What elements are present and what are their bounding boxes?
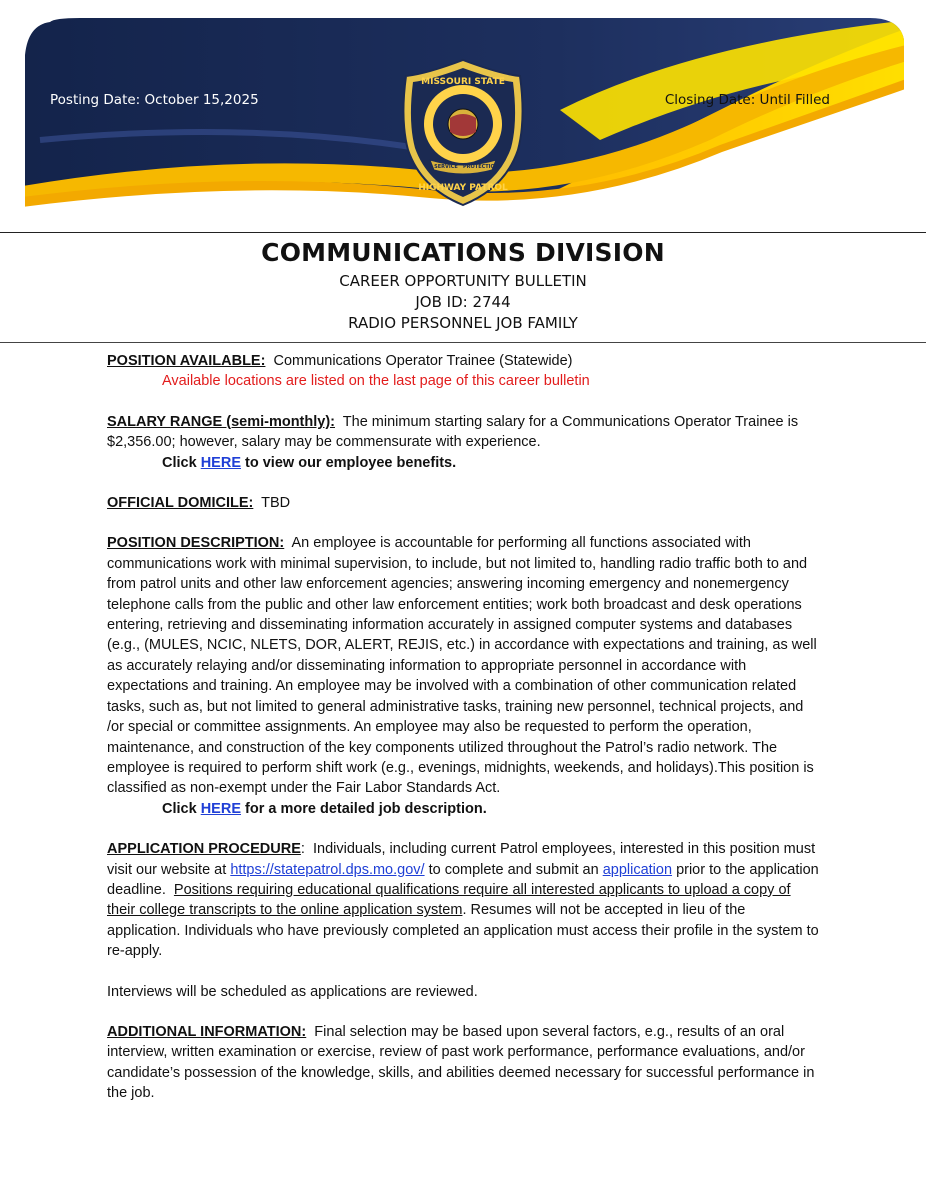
additional-info-label: ADDITIONAL INFORMATION: [107,1023,307,1040]
closing-date: Closing Date: Until Filled [664,92,830,108]
interviews-note: Interviews will be scheduled as applications are reviewed. [107,983,478,1000]
application-text-1: Individuals, including current Patrol employees, interested in this position must visit our website at [107,841,816,878]
seal-ribbon-left: SERVICE [434,164,458,170]
divider-top [0,232,926,233]
additional-info-text: Final selection may be based upon several factors, e.g., results of an oral interview, written examination or exercise, review of past work performance, performance evaluations, and/or candidate’s possession of the knowledge, skills, and abilities deemed necessary for successful performance in the job. [107,1023,815,1102]
position-available-value: Communications Operator Trainee (Statewide) [273,353,573,369]
bulletin-subtitle: CAREER OPPORTUNITY BULLETIN [339,272,587,290]
application-text-2: to complete and submit an [428,861,599,878]
description-label: POSITION DESCRIPTION: [107,535,285,552]
benefits-link[interactable]: HERE [200,454,241,471]
seal-top-text: MISSOURI STATE [421,77,505,87]
seal-bottom-text: HIGHWAY PATROL [418,183,508,193]
bulletin-body [107,351,819,1124]
application-colon: : [300,841,305,858]
application-link[interactable]: application [602,861,673,878]
additional-info-section [107,1022,819,1104]
transcripts-requirement: Positions requiring educational qualifications require all interested applicants to upload a copy of their college transcripts to the online application system [107,881,791,919]
seal-ribbon-right: PROTECTION [463,164,499,170]
application-text-4: . Resumes will not be accepted in lieu of the application. Individuals who have previously completed an application must access their profile in the system to re-apply. [107,902,819,960]
salary-section [107,412,819,473]
bulletin-title-block [0,238,926,334]
division-title: COMMUNICATIONS DIVISION [261,238,665,267]
application-label: APPLICATION PROCEDURE [107,841,301,858]
position-available-label: POSITION AVAILABLE: [107,353,266,369]
highway-patrol-seal [403,60,522,205]
posting-date: Posting Date: October 15,2025 [50,92,259,108]
domicile-label: OFFICIAL DOMICILE: [107,495,254,512]
locations-note: Available locations are listed on the last page of this career bulletin [162,373,590,390]
description-section [107,533,819,819]
job-description-link-after: for a more detailed job description. [245,800,487,817]
domicile-section [107,493,819,513]
salary-text: The minimum starting salary for a Communications Operator Trainee is $2,356.00; however, salary may be commensurate with experience. [107,413,799,451]
job-id: JOB ID: 2744 [415,293,511,311]
domicile-value: TBD [261,495,291,512]
statepatrol-url-link[interactable]: https://statepatrol.dps.mo.gov/ [230,861,425,878]
salary-label: SALARY RANGE (semi-monthly): [107,413,335,430]
position-available-section [107,351,819,392]
description-click-text: Click [162,800,197,817]
header-banner [0,0,926,232]
application-section [107,839,819,961]
job-description-link[interactable]: HERE [200,800,241,817]
job-family: RADIO PERSONNEL JOB FAMILY [348,314,578,332]
divider-bottom [0,342,926,343]
salary-click-text: Click [162,454,197,471]
description-text: An employee is accountable for performing all functions associated with communications work with minimal supervision, to include, but not limited to, handling radio traffic both to and from patrol units and other law enforcement agencies; answering incoming emergency and nonemergency telephone calls from the public and other law enforcement entities; work both broadcast and desk operations entering, retrieving and disseminating information accurately in assigned computer systems and databases (e.g., (MULES, NCIC, NLETS, DOR, ALERT, REJIS, etc.) in accordance with expectations and training, as well as accurately relaying and/or disseminating information to appropriate personnel in accordance with expectations and training. An employee may be involved with a combination of other communication related tasks, such as, but not limited to general administrative tasks, training new personnel, technical projects, and /or special or committee assignments. An employee may also be requested to perform the operation, maintenance, and construction of the key components utilized throughout the Patrol’s radio network. The employee is required to perform shift work (e.g., evenings, midnights, weekends, and holidays).This position is classified as non-exempt under the Fair Labor Standards Act. [107,535,817,797]
benefits-link-after: to view our employee benefits. [245,454,457,471]
application-text-3: prior to the application deadline. [107,861,819,898]
